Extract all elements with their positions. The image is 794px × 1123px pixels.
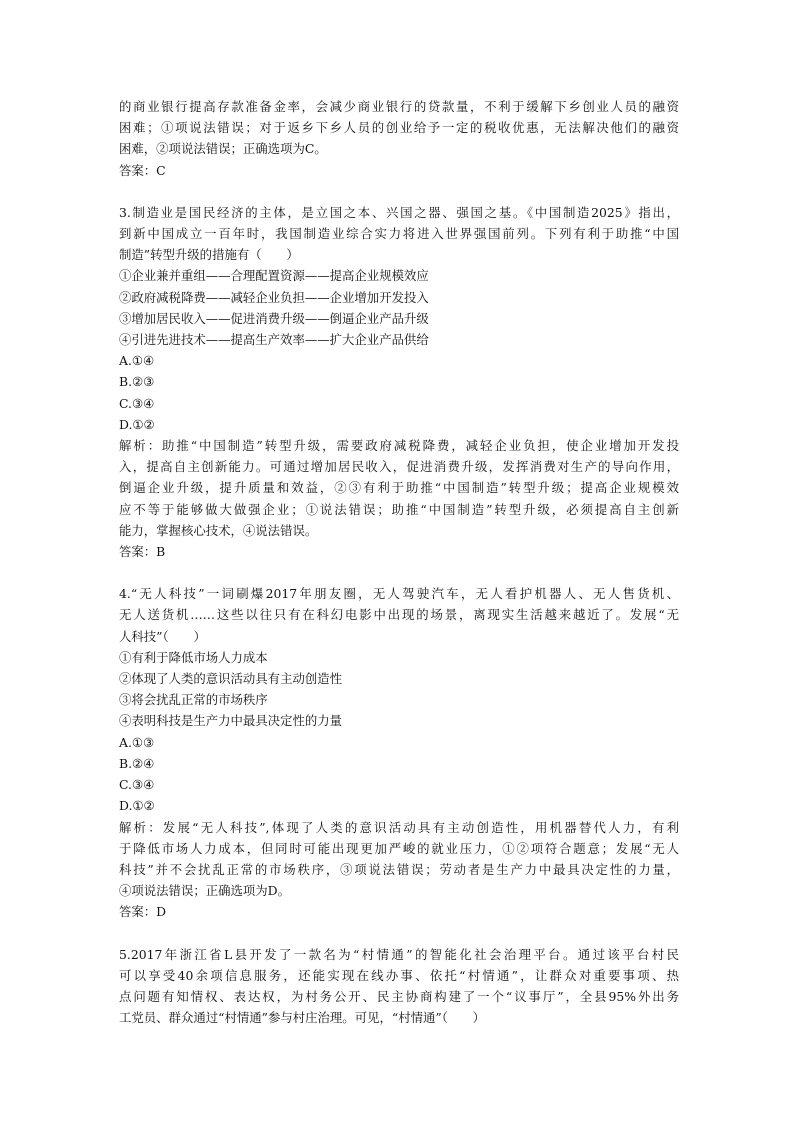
- statement-item: ②政府减税降费——减轻企业负担——企业增加开发投入: [119, 289, 429, 305]
- analysis-line: ④项说法错误；正确选项为D。: [119, 883, 291, 899]
- option-d: D.①②: [119, 416, 155, 432]
- question-stem-line: 无人送货机……这些以往只有在科幻电影中出现的场景，离现实生活越来越近了。发展“无: [119, 607, 679, 623]
- statement-item: ③将会扰乱正常的市场秩序: [119, 692, 268, 708]
- statement-item: ④引进先进技术——提高生产效率——扩大企业产品供给: [119, 332, 429, 348]
- analysis-line: 科技”并不会扰乱正常的市场秩序，③项说法错误；劳动者是生产力中最具决定性的力量，: [119, 861, 679, 877]
- analysis-line: 入，提高自主创新能力。可通过增加居民收入，促进消费升级，发挥消费对生产的导向作用，: [119, 459, 679, 475]
- question-stem-line: 工党员、群众通过“村情通”参与村庄治理。可见，“村情通”（ ）: [119, 1010, 486, 1026]
- question-4: [119, 583, 679, 922]
- statement-item: ①企业兼并重组——合理配置资源——提高企业规模效应: [119, 268, 429, 284]
- text-line: 困难，②项说法错误；正确选项为C。: [119, 141, 327, 157]
- text-line: 困难；①项说法错误；对于返乡下乡人员的创业给予一定的税收优惠，无法解决他们的融资: [119, 120, 679, 136]
- question-stem-line: 4.“无人科技”一词刷爆2017年朋友圈，无人驾驶汽车，无人看护机器人、无人售货机、: [119, 586, 679, 602]
- question-stem-line: 人科技”（ ）: [119, 628, 206, 644]
- question-stem-line: 制造”转型升级的措施有（ ）: [119, 247, 299, 263]
- option-c: C.③④: [119, 395, 155, 411]
- statement-item: ③增加居民收入——促进消费升级——倒逼企业产品升级: [119, 310, 429, 326]
- question-stem-line: 到新中国成立一百年时，我国制造业综合实力将进入世界强国前列。下列有利于助推“中国: [119, 226, 679, 242]
- option-b: B.②④: [119, 755, 155, 771]
- question-stem-line: 可以享受40余项信息服务，还能实现在线办事、依托“村情通”，让群众对重要事项、热: [119, 967, 679, 983]
- option-d: D.①②: [119, 798, 155, 814]
- prev-question-analysis: [119, 96, 679, 160]
- question-3: [119, 202, 679, 562]
- analysis-line: 解析：发展“无人科技”,体现了人类的意识活动具有主动创造性，用机器替代人力，有利: [119, 819, 679, 835]
- question-stem-line: 3.制造业是国民经济的主体，是立国之本、兴国之器、强国之基。《中国制造2025》指出，: [119, 204, 679, 220]
- text-line: 的商业银行提高存款准备金率，会减少商业银行的贷款量，不利于缓解下乡创业人员的融资: [119, 99, 679, 114]
- answer-line: 答案：D: [119, 904, 167, 920]
- analysis-line: 能力，掌握核心技术，④说法错误。: [119, 522, 318, 538]
- option-a: A.①④: [119, 353, 155, 369]
- statement-item: ④表明科技是生产力中最具决定性的力量: [119, 713, 343, 729]
- option-c: C.③④: [119, 777, 155, 793]
- analysis-line: 倒逼企业升级，提升质量和效益，②③有利于助推“中国制造”转型升级；提高企业规模效: [119, 480, 679, 496]
- answer-line: 答案：C: [119, 162, 166, 178]
- analysis-line: 解析：助推“中国制造”转型升级，需要政府减税降费，减轻企业负担，使企业增加开发投: [119, 438, 679, 454]
- answer-line: 答案：B: [119, 544, 166, 560]
- question-stem-line: 点问题有知情权、表达权，为村务公开、民主协商构建了一个“议事厅”，全县95%外出务: [119, 988, 679, 1004]
- page-content: [119, 96, 679, 1028]
- statement-item: ②体现了人类的意识活动具有主动创造性: [119, 671, 343, 687]
- option-b: B.②③: [119, 374, 155, 390]
- question-5: [119, 944, 679, 1029]
- analysis-line: 于降低市场人力成本，但同时可能出现更加严峻的就业压力，①②项符合题意；发展“无人: [119, 840, 679, 856]
- statement-item: ①有利于降低市场人力成本: [119, 649, 268, 665]
- option-a: A.①③: [119, 734, 155, 750]
- analysis-line: 应不等于能够做大做强企业；①说法错误；助推“中国制造”转型升级，必须提高自主创新: [119, 501, 679, 517]
- question-stem-line: 5.2017年浙江省L县开发了一款名为“村情通”的智能化社会治理平台。通过该平台村民: [119, 946, 679, 962]
